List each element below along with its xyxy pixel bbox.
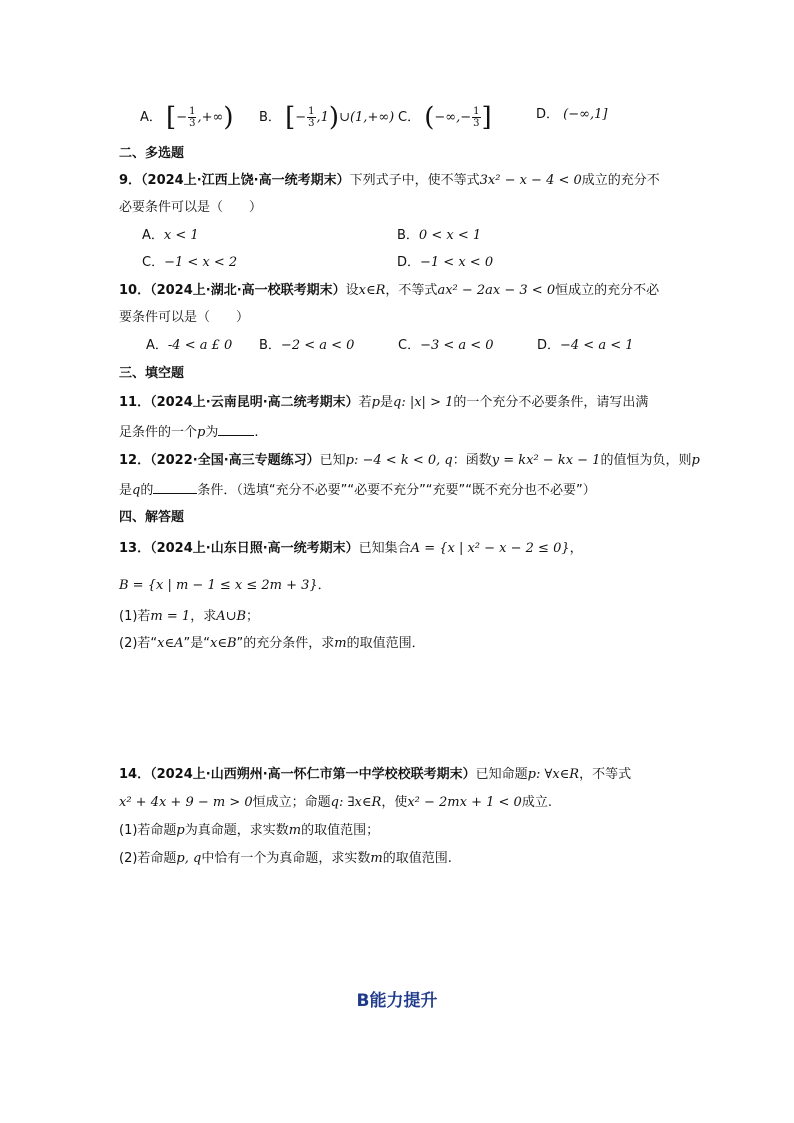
q11-stem: 11．（2024上·云南昆明·高二统考期末）若p是q: |x| > 1的一个充分不必要条件，请写出满 [119,395,649,410]
math-expr: 3x² − x − 4 < 0 [479,173,582,188]
q14-stem: 14．（2024上·山西朔州·高一怀仁市第一中学校校联考期末）已知命题p: ∀x∈R，不等式 [119,767,632,782]
answer-blank[interactable] [218,423,254,436]
question-source: （2024上·云南昆明·高二统考期末） [150,395,359,410]
q10-option-d: D．−4 < a < 1 [537,338,634,353]
question-source: （2024上·山西朔州·高一怀仁市第一中学校校联考期末） [150,767,476,782]
q12-stem-line2: 是q的 条件．（选填“充分不必要”“必要不充分”“充要”“既不充分也不必要”） [119,483,596,498]
q9-option-c: C．−1 < x < 2 [142,255,238,270]
question-number: 10． [119,283,151,298]
question-number: 12． [119,453,151,468]
math-expr: y = kx² − kx − 1 [491,453,601,468]
option-expr: −∞,− [434,110,472,125]
q10-stem: 10．（2024上·湖北·高一校联考期末）设x∈R，不等式ax² − 2ax − 3 < 0恒成立的充分不必 [119,283,660,298]
question-source: （2024上·湖北·高一校联考期末） [150,283,346,298]
q10-stem-line2: 要条件可以是（ ） [119,310,250,325]
option-expr: − [295,110,307,125]
math-expr: p: −4 < k < 0, q [345,453,453,468]
q12-stem: 12．（2022·全国·高三专题练习）已知p: −4 < k < 0, q：函数y = kx² − kx − 1的值恒为负，则p [119,453,700,468]
question-number: 9． [119,173,142,188]
q9-stem [119,172,660,190]
math-expr: q: |x| > 1 [393,395,454,410]
q14-part2: (2)若命题p, q中恰有一个为真命题，求实数m的取值范围. [119,851,452,866]
bracket-open: [ [285,102,296,133]
bracket-open: [ [166,102,177,133]
q8-option-b [259,102,395,133]
option-expr: (−∞,1] [563,107,608,122]
question-number: 14． [119,767,151,782]
q13-part1: (1)若m = 1，求A∪B； [119,609,260,624]
bracket-open: ( [424,102,435,133]
q14-part1: (1)若命题p为真命题，求实数m的取值范围； [119,823,380,838]
question-text: 下列式子中，使不等式 [349,173,480,188]
fraction: $\frac{1}{3}$ [189,106,196,129]
option-expr: ,+∞ [197,110,224,125]
q8-option-a [140,102,234,133]
bracket-close: ] [481,102,492,133]
math-expr: p: ∀x∈R [527,767,580,782]
q10-option-c: C．−3 < a < 0 [398,338,494,353]
section-heading-fill-in: 三、填空题 [119,366,185,381]
question-number: 13． [119,541,151,556]
question-source: （2024上·江西上饶·高一统考期末） [141,173,350,188]
q9-option-a: A．x < 1 [142,228,199,243]
option-expr: (1,+∞) [349,110,395,125]
bracket-close: ) [223,102,234,133]
option-label: A． [140,110,162,125]
q8-option-c [398,102,492,133]
fraction: $\frac{1}{3}$ [473,106,480,129]
math-expr: x² − 2mx + 1 < 0 [407,795,522,810]
bracket-close: ) [328,102,340,133]
q9-option-b: B．0 < x < 1 [397,228,482,243]
question-text: 成立的充分不 [581,173,660,188]
q8-option-d [536,106,607,124]
question-source: （2024上·山东日照·高一统考期末） [150,541,359,556]
math-expr: x² + 4x + 9 − m > 0 [119,795,253,810]
option-label: D． [536,107,560,122]
q14-stem-line2: x² + 4x + 9 − m > 0恒成立；命题q: ∃x∈R，使x² − 2mx + 1 < 0成立. [119,795,552,810]
answer-blank[interactable] [153,481,197,494]
union-symbol: ∪ [339,110,350,125]
option-expr: ,1 [316,110,329,125]
math-expr: B = {x | m − 1 ≤ x ≤ 2m + 3} [119,578,318,593]
q13-part2: (2)若“x∈A”是“x∈B”的充分条件，求m的取值范围． [119,636,425,651]
question-source: （2022·全国·高三专题练习） [150,453,320,468]
q10-option-a: A．-4 < a £ 0 [146,338,233,353]
option-label: C． [398,110,421,125]
section-title-ability-improvement: B能力提升 [356,991,438,1011]
q13-stem: 13．（2024上·山东日照·高一统考期末）已知集合A = {x | x² − x − 2 ≤ 0}， [119,541,583,556]
option-expr: − [176,110,188,125]
section-heading-multiple-choice: 二、多选题 [119,146,185,161]
option-label: B． [259,110,281,125]
fraction: $\frac{1}{3}$ [308,106,315,129]
q9-option-d: D．−1 < x < 0 [397,255,494,270]
q10-option-b: B．−2 < a < 0 [259,338,355,353]
question-number: 11． [119,395,151,410]
math-expr: A = {x | x² − x − 2 ≤ 0} [410,541,570,556]
section-heading-problems: 四、解答题 [119,510,185,525]
math-expr: ax² − 2ax − 3 < 0 [437,283,556,298]
q13-stem-line2: B = {x | m − 1 ≤ x ≤ 2m + 3}． [119,578,331,593]
q11-stem-line2: 足条件的一个p为 . [119,425,259,440]
q9-stem-line2: 必要条件可以是（ ） [119,200,263,215]
